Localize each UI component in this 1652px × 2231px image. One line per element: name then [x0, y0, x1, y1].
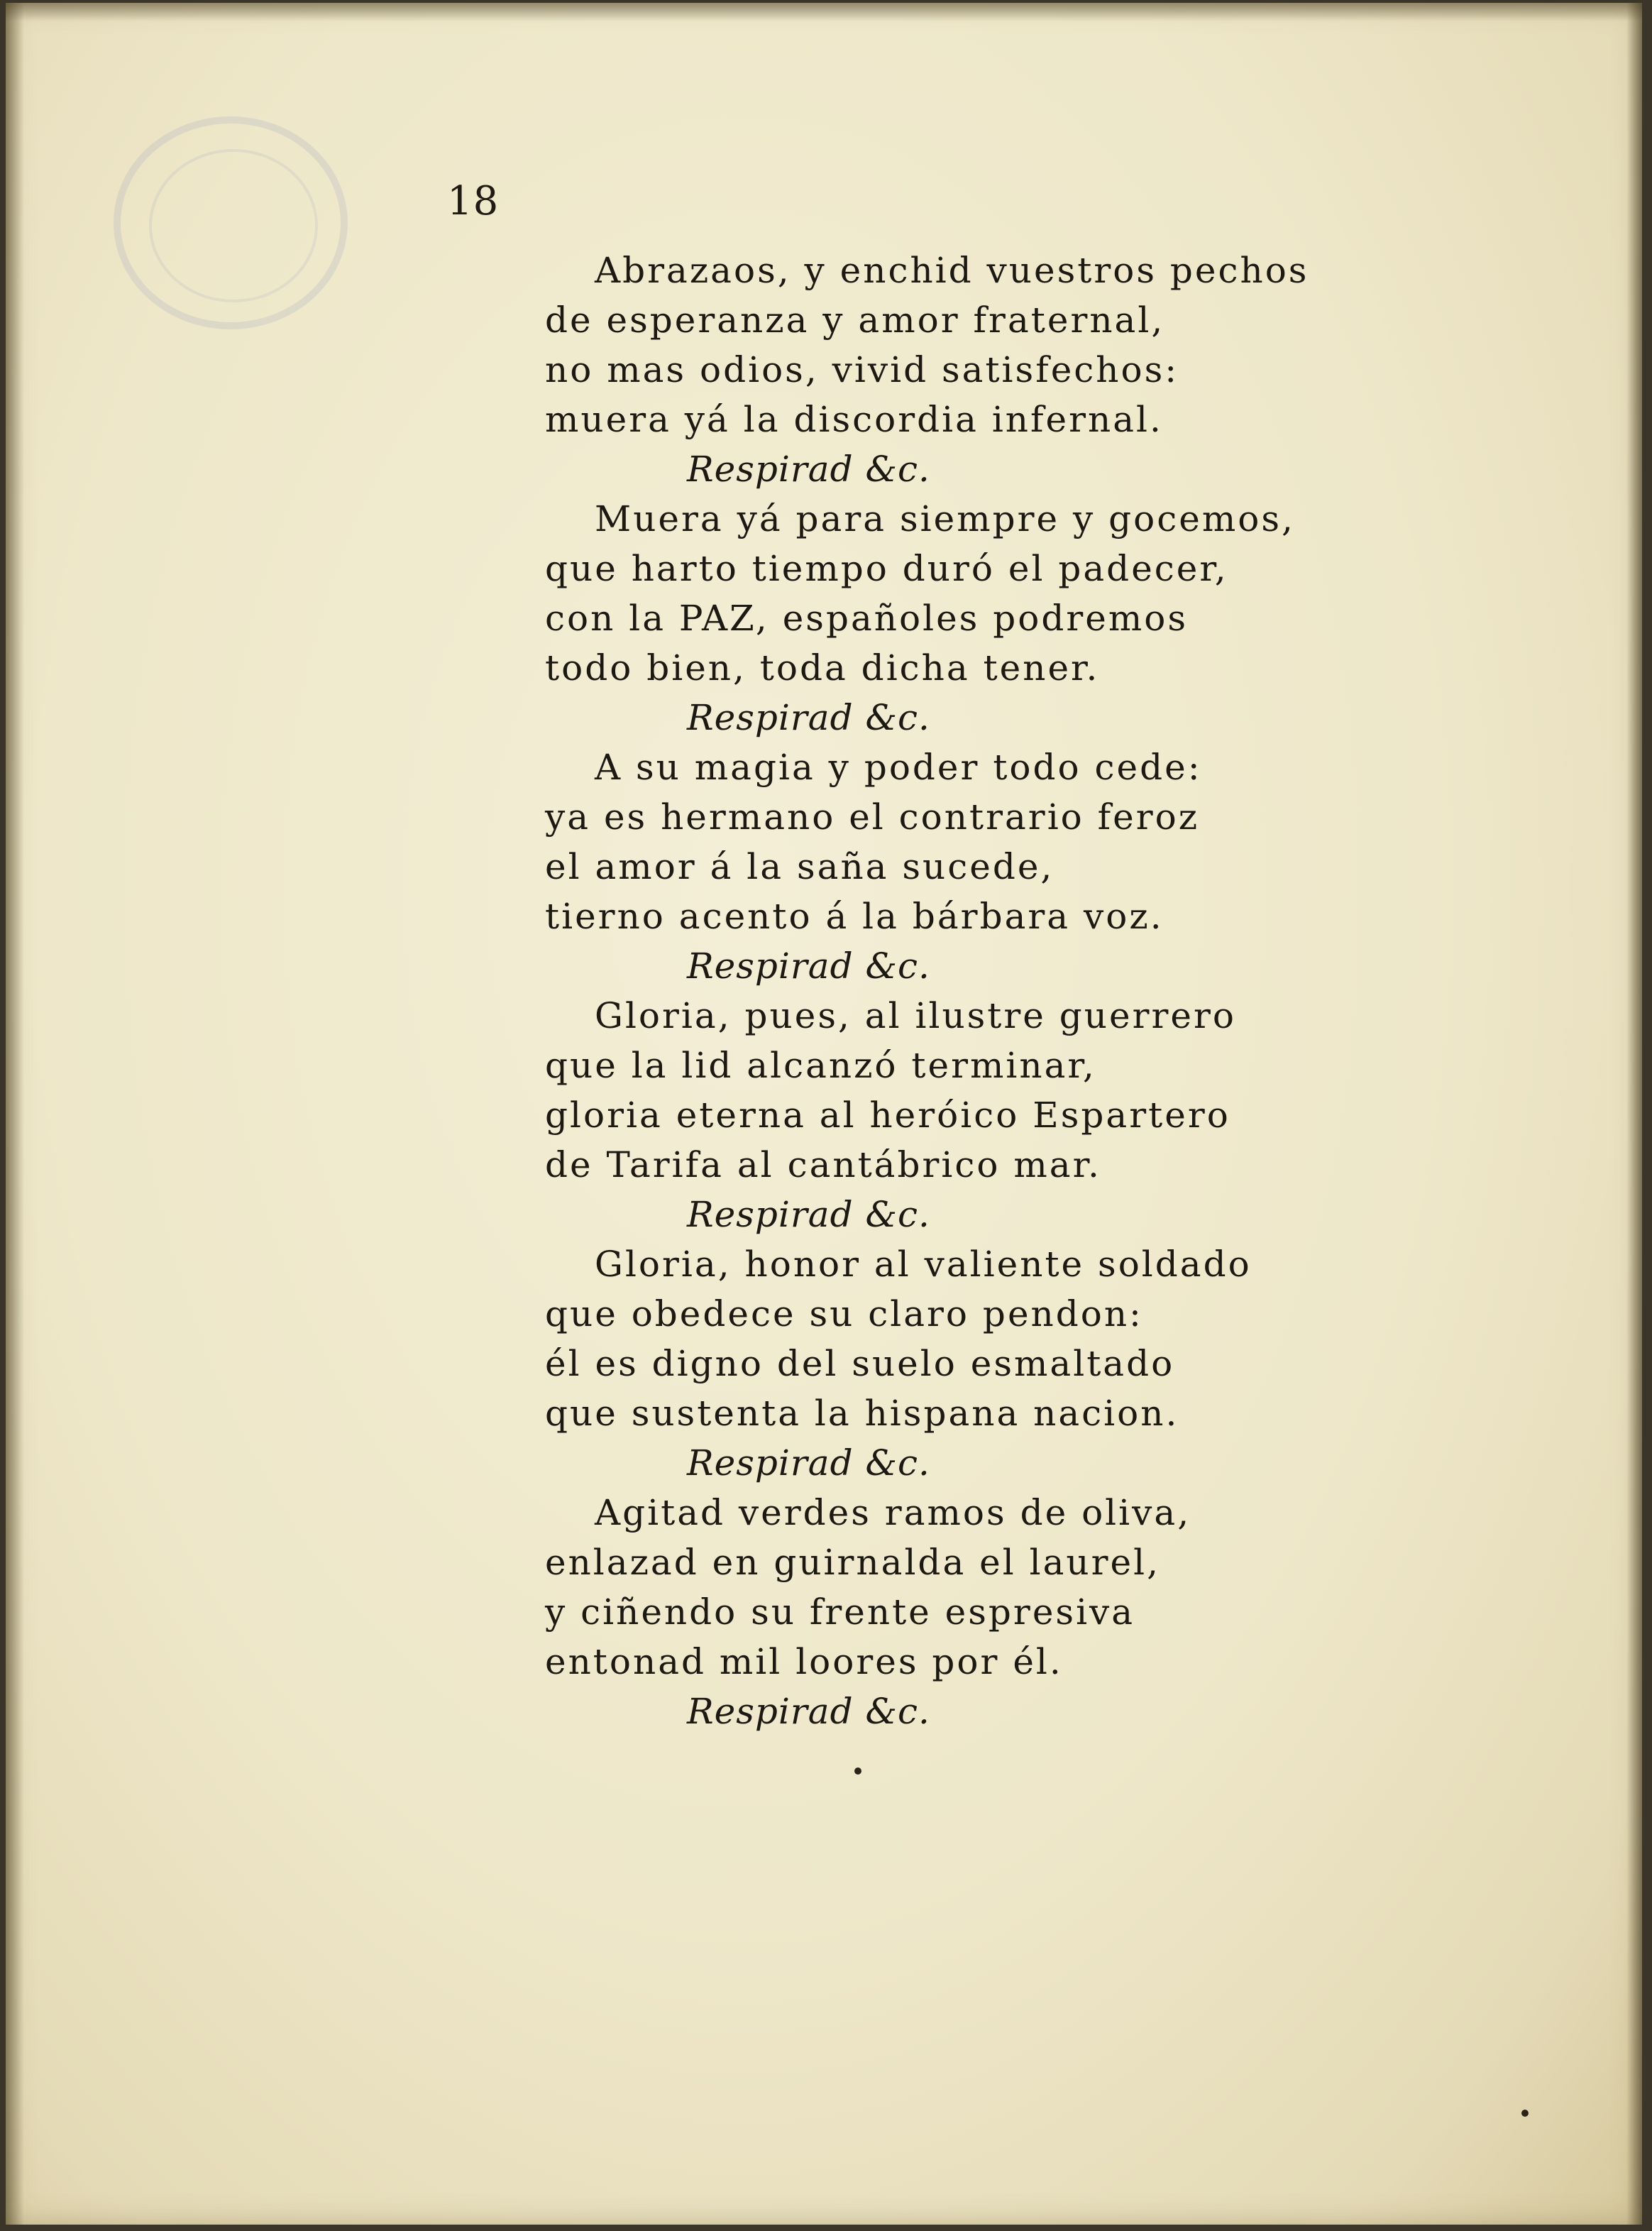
page-binding-shadow — [6, 3, 24, 2225]
poem-line: todo bien, toda dicha tener. — [545, 647, 1100, 689]
refrain-line: Respirad &c. — [687, 1442, 930, 1484]
refrain-line: Respirad &c. — [687, 945, 930, 987]
poem-line: enlazad en guirnalda el laurel, — [545, 1542, 1160, 1583]
poem-line: él es digno del suelo esmaltado — [545, 1343, 1175, 1384]
poem-line: muera yá la discordia infernal. — [545, 399, 1163, 440]
poem-line: Abrazaos, y enchid vuestros pechos — [595, 250, 1309, 291]
refrain-line: Respirad &c. — [687, 697, 930, 738]
poem-line: con la PAZ, españoles podremos — [545, 598, 1188, 639]
ink-speck — [854, 1767, 861, 1775]
poem-line: Gloria, pues, al ilustre guerrero — [595, 995, 1236, 1036]
ink-speck — [1521, 2110, 1529, 2117]
poem-line: que sustenta la hispana nacion. — [545, 1393, 1179, 1434]
poem-line: el amor á la saña sucede, — [545, 846, 1054, 887]
poem-line: de Tarifa al cantábrico mar. — [545, 1144, 1101, 1185]
poem-line: y ciñendo su frente espresiva — [545, 1591, 1135, 1633]
poem-line: ya es hermano el contrario feroz — [545, 796, 1200, 838]
poem-line: no mas odios, vivid satisfechos: — [545, 349, 1179, 390]
poem-line: tierno acento á la bárbara voz. — [545, 896, 1164, 937]
library-stamp-faded — [114, 116, 348, 329]
poem-line: Gloria, honor al valiente soldado — [595, 1244, 1252, 1285]
poem-line: que obedece su claro pendon: — [545, 1293, 1143, 1334]
page-right-edge-shadow — [1626, 3, 1642, 2225]
poem-line: gloria eterna al heróico Espartero — [545, 1095, 1230, 1136]
page-top-edge-shadow — [6, 3, 1642, 21]
poem-line: Muera yá para siempre y gocemos, — [595, 498, 1295, 539]
book-page — [6, 3, 1642, 2225]
refrain-line: Respirad &c. — [687, 1194, 930, 1235]
refrain-line: Respirad &c. — [687, 449, 930, 490]
poem-line: Agitad verdes ramos de oliva, — [595, 1492, 1191, 1533]
poem-line: que harto tiempo duró el padecer, — [545, 548, 1228, 589]
poem-line: entonad mil loores por él. — [545, 1641, 1063, 1682]
poem-text — [545, 246, 1496, 1736]
refrain-line: Respirad &c. — [687, 1691, 930, 1732]
poem-line: A su magia y poder todo cede: — [595, 747, 1202, 788]
poem-line: que la lid alcanzó terminar, — [545, 1045, 1096, 1086]
page-number: 18 — [447, 178, 500, 224]
poem-line: de esperanza y amor fraternal, — [545, 300, 1165, 341]
